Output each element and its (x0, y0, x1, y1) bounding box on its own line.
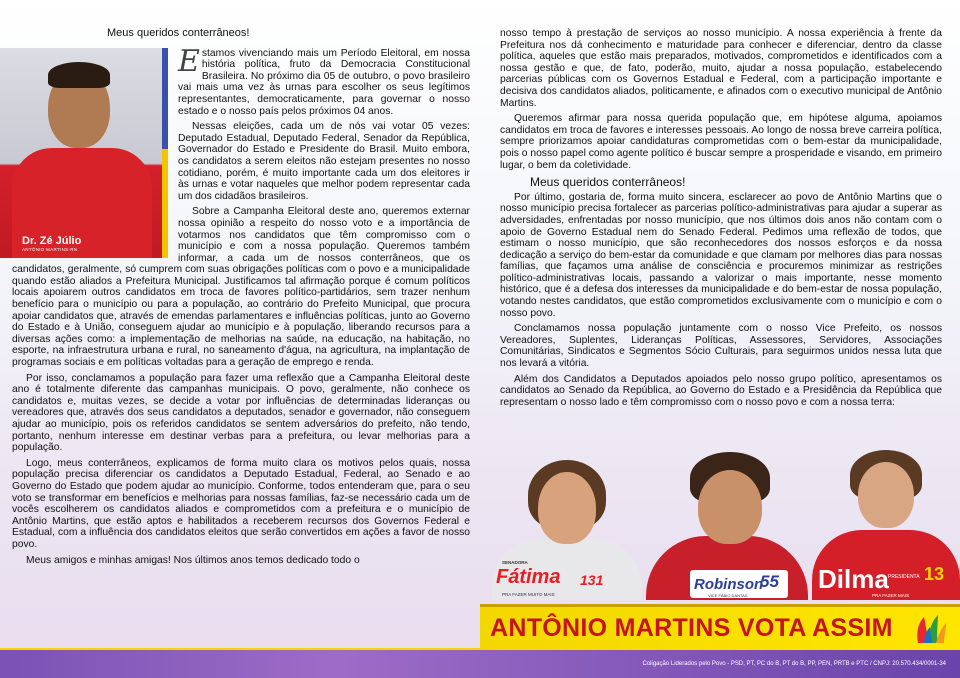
photo-name: Dr. Zé Júlio (22, 235, 82, 247)
photo-subtitle: ANTÔNIO MARTINS-RN (22, 247, 78, 252)
banner-text: ANTÔNIO MARTINS VOTA ASSIM (490, 614, 893, 642)
robinson-name: Robinson (694, 576, 764, 593)
paragraph: nosso tempo à prestação de serviços ao nosso município. A nossa experiência à frente da Prefeitura nos dá conhecimento e maturidade para conhecer e diferenciar, dentro da classe política, aqueles que estão mais preparados, motivados, comprometidos e identificados com a nossa gestão e que, de fato, poderão, muito, ajudar a nossa população, estabelecendo parcerias públicas com os Governos Estadual e Federal, com a participação importante e decisiva dos candidatos aliados, politicamente, e afinados com o executivo municipal de Antônio Martins. (500, 28, 942, 109)
dilma-number: 13 (924, 564, 945, 584)
candidate-fatima (492, 448, 642, 600)
fatima-name: Fátima (496, 566, 561, 588)
face (858, 462, 914, 528)
fatima-slogan: PRA FAZER MUITO MAIS (502, 592, 555, 597)
right-greeting: Meus queridos conterrâneos! (530, 175, 686, 190)
paragraph: Queremos afirmar para nossa querida população que, em hipótese alguma, apoiamos candidatos em troca de favores e interesses pessoais. Ao longo de nossa breve carreira política, sempre priorizamos apoiar candidaturas comprometidas com o bem-estar da municipalidade, pois o nosso papel como agente político é buscar sempre a prosperidade e visando, em primeiro lugar, o bem da coletividade. (500, 113, 942, 171)
robinson-number: 55 (760, 572, 779, 591)
footer-bar (0, 650, 960, 678)
candidate-robinson (642, 448, 812, 600)
paragraph: Nessas eleições, cada um de nós vai votar 05 vezes: Deputado Estadual, Deputado Federal, Senador da República, Governador do Estado e Presidente do Brasil. Muito embora, os candidatos a serem eleitos não estejam presentes no nosso cotidiano, porém, é muito importante cada um dos eleitores ir às urnas e votar naqueles que melhor podem representar cada um dos cidadãos brasileiros. (178, 121, 470, 202)
candidates-panel (486, 448, 960, 600)
candidate-photo (0, 48, 168, 258)
flag-stripe (162, 48, 168, 258)
fatima-number: 131 (580, 572, 604, 588)
dilma-name: Dilma (818, 564, 889, 594)
paragraph: Sobre a Campanha Eleitoral deste ano, queremos externar nossa opinião a respeito do nosso voto e a importância de votarmos nos candidatos que têm compromisso com o município e com a nossa população. Queremos também informar, a cada um de nossos conterrâneos, que os candidatos, geralmente, só cumprem com suas obrigações políticas com o povo e a municipalidade quando estão aliados a Prefeitura Municipal. Justificamos tal afirmação porque é comum políticos locais apoiarem outros candidatos em troca de favores político-partidários, sem trazer nenhum benefício para o município ou para a população, ao contrário do Prefeito Municipal, que procura apoiar candidatos que, através de emendas parlamentares e influências políticas, junto ao Governo do Estado e à União, conseguem ajudar ao município e à população, liberando recursos para a diversas ações como: a implementação de melhorias na saúde, na educação, na habitação, no esporte, na infraestrutura urbana e rural, no saneamento d'água, na agricultura, na implantação de programas sociais e em políticas voltadas para a geração de emprego e renda. (12, 206, 470, 369)
robinson-slogan: VICE FÁBIO DANTAS (708, 593, 748, 598)
footer-text: Coligação Liderados pelo Povo - PSD, PT, PC do B, PT do B, PP, PEN, PRTB e PTC / CNPJ: 20.570.434/0001-34 (642, 661, 946, 667)
paragraph: Por último, gostaria de, forma muito sincera, esclarecer ao povo de Antônio Martins que o nosso município precisa fortalecer as parcerias político-administrativas para ajudar a superar as adversidades, enfrentadas por nosso município, que nos últimos dois anos não contam com o apoio de Governo Estadual nem do Senado Federal. Pedimos uma reflexão de todos, que estimam o nosso município, que são reconhecedores dos nossos esforços e da nossa dedicação a serviço do bem-estar da comunidade e que clamam por melhores dias para nossas famílias, que façamos uma análise de consciência e procuremos minimizar as restrições político-administrativas locais, passando a valorizar o mais importante, nesse momento histórico, que é a defesa dos interesses da municipalidade e do bem-estar de nossa população, votando nestes candidatos, que estão comprometidos exclusivamente com o município e com o nosso povo. (500, 191, 942, 319)
slogan-banner (480, 604, 960, 651)
paragraph-text: stamos vivenciando mais um Período Eleitoral, em nossa história política, fruto da Democracia Constitucional Brasileira. No próximo dia 05 de outubro, o povo brasileiro vai mais uma vez às urnas para escolher os seus legítimos representantes, democraticamente, para governar o nosso estado e o nosso país pelos próximos 04 anos. (178, 47, 470, 117)
paragraph: Meus amigos e minhas amigas! Nos últimos anos temos dedicado todo o (26, 554, 360, 566)
right-column (500, 28, 942, 412)
fatima-role: SENADORA (502, 560, 528, 565)
dilma-slogan: PRA FAZER MAIS (872, 593, 910, 598)
dilma-role: PRESIDENTA (888, 574, 920, 580)
dropcap: E (178, 43, 200, 79)
left-greeting: Meus queridos conterrâneos! (107, 27, 250, 39)
face (538, 472, 596, 544)
hands-logo-icon (914, 613, 948, 645)
paragraph: Por isso, conclamamos a população para fazer uma reflexão que a Campanha Eleitoral deste ano é totalmente diferente das campanhas municipais. O povo, geralmente, não conhece os candidatos e, muitas vezes, se decide a votar por influências de determinadas lideranças ou vereadores que, através dos seus candidatos a deputados, senador e governador, não conseguem ajudar ao município, pois os referidos candidatos se sentem adversários do prefeito, não tendo, portanto, nenhum interesse em destinar verbas para a prefeitura, ou levar melhorias para a população. (12, 372, 470, 454)
hair (48, 62, 110, 88)
paragraph: Além dos Candidatos a Deputados apoiados pelo nosso grupo político, apresentamos os candidatos ao Senado da República, ao Governo do Estado e a Presidência da República que representam o nosso lado e têm compromisso com o nosso povo e com a nossa terra: (500, 373, 942, 408)
face (698, 470, 762, 544)
left-column (12, 28, 470, 570)
paragraph: Conclamamos nossa população juntamente com o nosso Vice Prefeito, os nossos Vereadores, Suplentes, Lideranças Políticas, Assessores, Servidores, Associações Comunitárias, Sindicatos e Segmentos Sócio Culturais, para seguirmos unidos nessa luta que nos levará a vitória. (500, 323, 942, 370)
paragraph: Logo, meus conterrâneos, explicamos de forma muito clara os motivos pelos quais, nossa população precisa diferenciar os candidatos a Deputado Estadual, Federal, ao Senado e ao Governo do Estado que podem ajudar ao município. Conforme, todos entenderam que, para o seu voto se transformar em benefícios e melhorias para nossas famílias, faz-se necessário cada um de vocês escolherem os candidatos aliados e comprometidos com a prefeitura e o município de Antônio Martins, que estão aptos e habilitados a receberem recursos dos Governos Federal e Estadual, com a influência dos candidatos eleitos que serão convertidos em ações a favor de nosso povo. (12, 457, 470, 550)
candidate-dilma (812, 448, 960, 600)
